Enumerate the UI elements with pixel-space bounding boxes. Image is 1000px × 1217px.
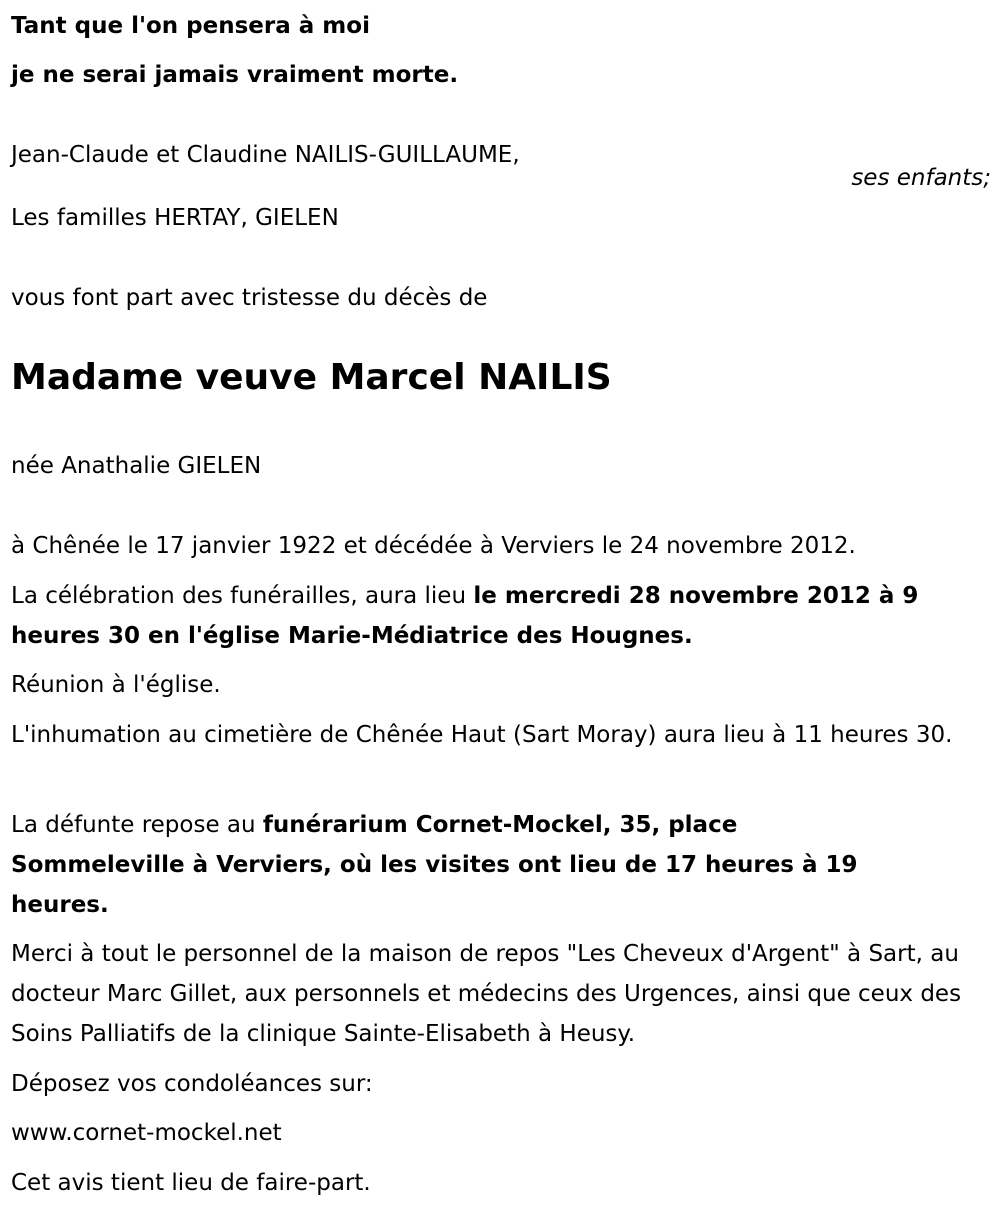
funeral-details: le mercredi 28 novembre 2012 à 9 heures 30 en l'église Marie-Médiatrice des Hougnes.: [11, 583, 919, 649]
burial-paragraph: L'inhumation au cimetière de Chênée Haut (Sart Moray) aura lieu à 11 heures 30.: [11, 722, 953, 748]
other-families: Les familles HERTAY, GIELEN: [11, 205, 339, 231]
children-names: Jean-Claude et Claudine NAILIS-GUILLAUME,: [11, 142, 520, 168]
birth-name: née Anathalie GIELEN: [11, 453, 262, 479]
thanks-paragraph: Merci à tout le personnel de la maison de repos "Les Cheveux d'Argent" à Sart, au docteur Marc Gillet, aux personnels et médecins des Urgences, ainsi que ceux des Soins Palliatifs de la clinique Sainte-Elisabeth à Heusy.: [11, 941, 962, 1047]
birth-death-dates: à Chênée le 17 janvier 1922 et décédée à Verviers le 24 novembre 2012.: [11, 533, 856, 559]
condolences-link[interactable]: www.cornet-mockel.net: [11, 1120, 282, 1146]
children-role: ses enfants;: [851, 165, 991, 191]
resting-paragraph: [11, 805, 911, 925]
funeral-paragraph: [11, 576, 991, 656]
deceased-name: Madame veuve Marcel NAILIS: [11, 357, 612, 398]
epigraph-line-2: je ne serai jamais vraiment morte.: [11, 62, 459, 88]
announcement-text: vous font part avec tristesse du décès de: [11, 285, 488, 311]
funeral-intro: La célébration des funérailles, aura lieu: [11, 583, 474, 609]
closing-text: Cet avis tient lieu de faire-part.: [11, 1170, 371, 1196]
resting-details: funérarium Cornet-Mockel, 35, place Sommeleville à Verviers, où les visites ont lieu de 17 heures à 19 heures.: [11, 812, 858, 918]
reunion-text: Réunion à l'église.: [11, 672, 221, 698]
resting-intro: La défunte repose au: [11, 812, 263, 838]
condolences-label: Déposez vos condoléances sur:: [11, 1071, 373, 1097]
epigraph-line-1: Tant que l'on pensera à moi: [11, 13, 370, 39]
